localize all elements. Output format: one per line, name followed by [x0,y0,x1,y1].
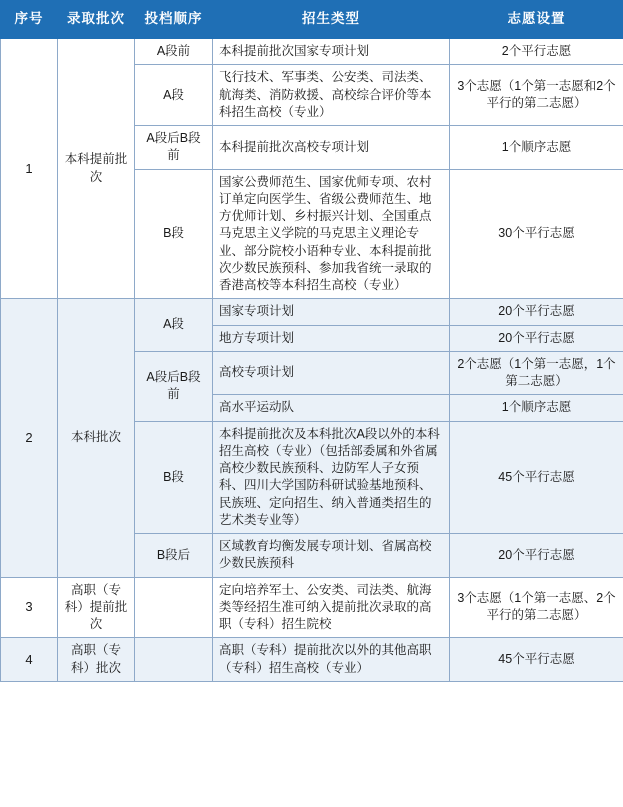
cell-type: 高水平运动队 [213,395,450,421]
cell-type: 地方专项计划 [213,325,450,351]
cell-batch: 高职（专科）批次 [58,638,135,682]
cell-order: B段后 [135,534,213,578]
cell-order: A段 [135,299,213,352]
cell-seq: 3 [1,577,58,638]
cell-order: A段 [135,65,213,126]
cell-type: 高职（专科）提前批次以外的其他高职（专科）招生高校（专业） [213,638,450,682]
cell-seq: 4 [1,638,58,682]
cell-seq: 2 [1,299,58,577]
table-row [1,638,623,682]
header-seq: 序号 [1,1,58,39]
header-wish: 志愿设置 [450,1,623,39]
cell-wish: 2个平行志愿 [450,39,623,65]
table-row [1,299,623,325]
cell-wish: 20个平行志愿 [450,299,623,325]
cell-type: 国家专项计划 [213,299,450,325]
table-row [1,577,623,638]
cell-wish: 45个平行志愿 [450,638,623,682]
cell-wish: 2个志愿（1个第一志愿，1个第二志愿） [450,351,623,395]
cell-wish: 45个平行志愿 [450,421,623,534]
cell-type: 本科提前批次国家专项计划 [213,39,450,65]
header-type: 招生类型 [213,1,450,39]
cell-wish: 3个志愿（1个第一志愿和2个平行的第二志愿） [450,65,623,126]
cell-order: B段 [135,421,213,534]
cell-seq: 1 [1,39,58,299]
cell-order: A段后B段前 [135,126,213,170]
cell-order [135,638,213,682]
header-batch: 录取批次 [58,1,135,39]
cell-wish: 1个顺序志愿 [450,126,623,170]
cell-wish: 30个平行志愿 [450,169,623,299]
cell-type: 本科提前批次及本科批次A段以外的本科招生高校（专业）（包括部委属和外省属高校少数民族预科、边防军人子女预科、四川大学国防科研试验基地预科、民族班、定向招生、纳入普通类招生的艺术类专业等） [213,421,450,534]
cell-batch: 本科批次 [58,299,135,577]
table-row [1,39,623,65]
cell-type: 本科提前批次高校专项计划 [213,126,450,170]
cell-wish: 20个平行志愿 [450,534,623,578]
cell-type: 定向培养军士、公安类、司法类、航海类等经招生准可纳入提前批次录取的高职（专科）招生院校 [213,577,450,638]
cell-order [135,577,213,638]
cell-batch: 本科提前批次 [58,39,135,299]
header-order: 投档顺序 [135,1,213,39]
cell-wish: 20个平行志愿 [450,325,623,351]
cell-wish: 1个顺序志愿 [450,395,623,421]
cell-order: A段前 [135,39,213,65]
cell-type: 飞行技术、军事类、公安类、司法类、航海类、消防救援、高校综合评价等本科招生高校（专业） [213,65,450,126]
cell-batch: 高职（专科）提前批次 [58,577,135,638]
cell-order: A段后B段前 [135,351,213,421]
table-header-row [1,1,623,39]
cell-order: B段 [135,169,213,299]
cell-wish: 3个志愿（1个第一志愿、2个平行的第二志愿） [450,577,623,638]
cell-type: 高校专项计划 [213,351,450,395]
cell-type: 区域教育均衡发展专项计划、省属高校少数民族预科 [213,534,450,578]
cell-type: 国家公费师范生、国家优师专项、农村订单定向医学生、省级公费师范生、地方优师计划、乡村振兴计划、全国重点马克思主义学院的马克思主义理论专业、部分院校小语种专业、本科提前批次少数民族预科、参加我省统一录取的香港高校等本科招生高校（专业） [213,169,450,299]
